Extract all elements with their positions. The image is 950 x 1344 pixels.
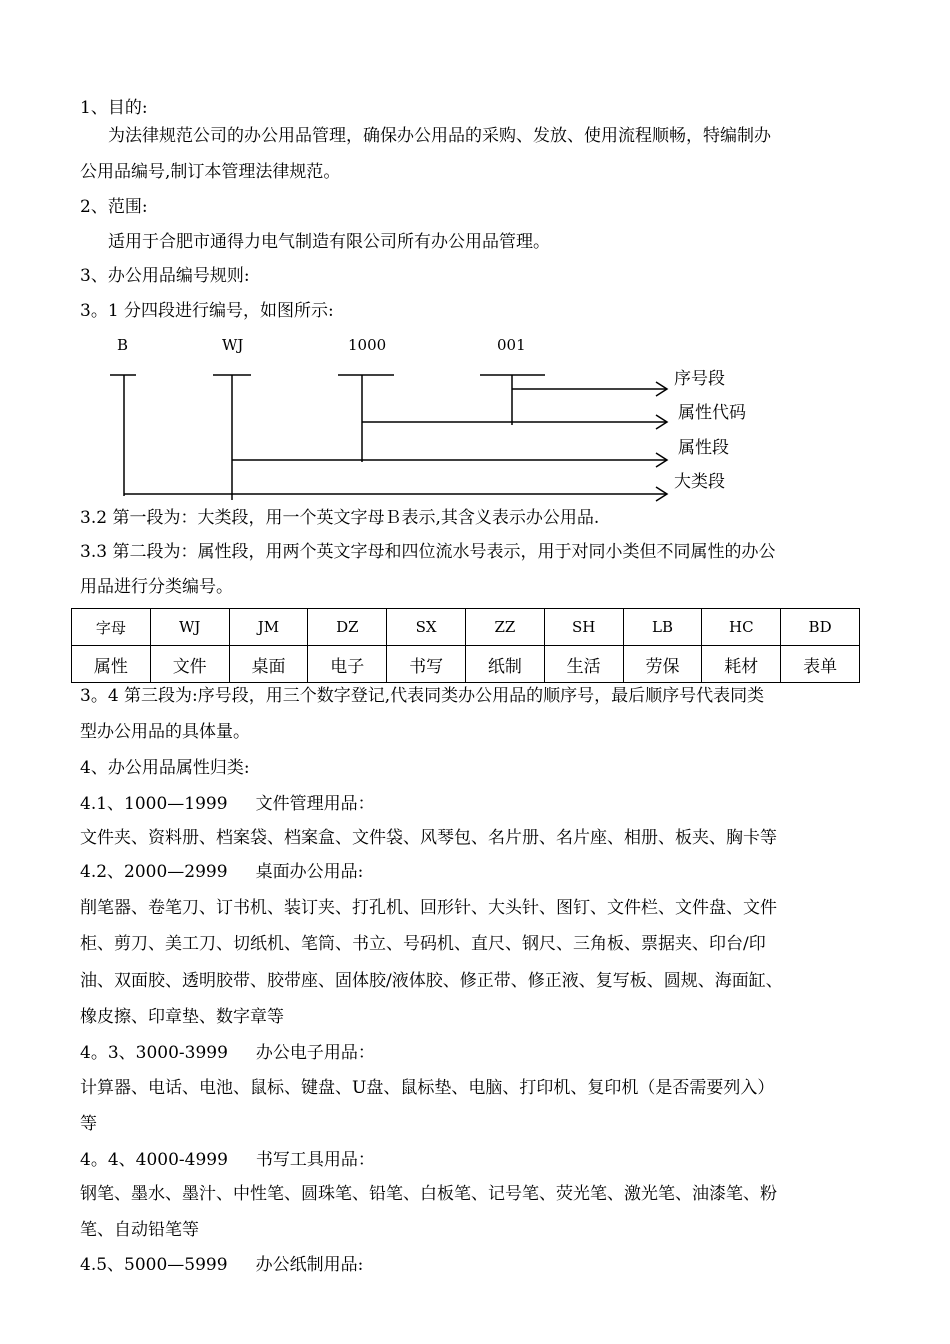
group-code: 4.5、5000—5999 [80, 1255, 228, 1275]
table-cell: 电子 [308, 646, 387, 683]
rule-3-4-line-1: 3。4 第三段为:序号段，用三个数字登记,代表同类办公用品的顺序号，最后顺序号代表同类 [80, 686, 765, 706]
label-serial-segment: 序号段 [674, 369, 725, 389]
section-2-title: 2、范围: [80, 197, 148, 217]
code-segment-001: 001 [497, 336, 526, 354]
code-segment-b: B [117, 336, 129, 354]
section-3-1: 3。1 分四段进行编号，如图所示: [80, 301, 334, 321]
group-4-4-heading [80, 1148, 375, 1172]
table-cell: 表单 [781, 646, 860, 683]
group-code: 4。4、4000-4999 [80, 1150, 228, 1170]
rule-3-3-line-1: 3.3 第二段为：属性段，用两个英文字母和四位流水号表示，用于对同小类但不同属性的办公 [80, 542, 776, 562]
table-cell: 劳保 [623, 646, 702, 683]
group-4-4-items-line-2: 笔、自动铅笔等 [80, 1220, 199, 1240]
table-cell: ZZ [465, 609, 544, 646]
table-cell: 属性 [72, 646, 151, 683]
group-4-1-items: 文件夹、资料册、档案袋、档案盒、文件袋、风琴包、名片册、名片座、相册、板夹、胸卡等 [80, 828, 777, 848]
group-4-3-heading [80, 1041, 375, 1065]
section-2-paragraph: 适用于合肥市通得力电气制造有限公司所有办公用品管理。 [108, 232, 550, 252]
group-code: 4.1、1000—1999 [80, 794, 228, 814]
group-4-4-items-line-1: 钢笔、墨水、墨汁、中性笔、圆珠笔、铅笔、白板笔、记号笔、荧光笔、激光笔、油漆笔、粉 [80, 1184, 777, 1204]
table-cell: DZ [308, 609, 387, 646]
table-cell: SH [544, 609, 623, 646]
rule-3-2: 3.2 第一段为：大类段，用一个英文字母Ｂ表示,其含义表示办公用品. [80, 508, 600, 528]
group-4-2-items-line-2: 柜、剪刀、美工刀、切纸机、笔筒、书立、号码机、直尺、钢尺、三角板、票据夹、印台/印 [80, 934, 766, 954]
group-4-3-items-line-1: 计算器、电话、电池、鼠标、键盘、U盘、鼠标垫、电脑、打印机、复印机（是否需要列入） [80, 1078, 775, 1098]
rule-3-4-line-2: 型办公用品的具体量。 [80, 722, 250, 742]
group-name: 办公电子用品： [255, 1043, 375, 1063]
attribute-table [71, 608, 860, 683]
table-cell: HC [702, 609, 781, 646]
group-name: 书写工具用品： [255, 1150, 375, 1170]
label-category-segment: 大类段 [674, 472, 725, 492]
rule-3-3-line-2: 用品进行分类编号。 [80, 577, 233, 597]
table-cell: 书写 [387, 646, 466, 683]
table-cell: SX [387, 609, 466, 646]
group-4-5-heading [80, 1253, 363, 1277]
label-attribute-segment: 属性段 [678, 438, 729, 458]
label-attribute-code: 属性代码 [678, 403, 746, 423]
table-cell: JM [229, 609, 308, 646]
group-name: 桌面办公用品: [255, 862, 364, 882]
table-cell: WJ [150, 609, 229, 646]
table-row-attributes [72, 646, 860, 683]
section-1-paragraph-line-1: 为法律规范公司的办公用品管理，确保办公用品的采购、发放、使用流程顺畅，特编制办 [108, 126, 771, 146]
section-1-paragraph-line-2: 公用品编号,制订本管理法律规范。 [80, 162, 341, 182]
table-row-letters [72, 609, 860, 646]
table-cell: 文件 [150, 646, 229, 683]
table-cell: 耗材 [702, 646, 781, 683]
group-4-3-items-line-2: 等 [80, 1114, 97, 1134]
table-cell: 生活 [544, 646, 623, 683]
group-code: 4。3、3000-3999 [80, 1043, 228, 1063]
section-1-title: 1、目的: [80, 98, 148, 118]
group-name: 办公纸制用品: [255, 1255, 364, 1275]
table-cell: 桌面 [229, 646, 308, 683]
group-4-2-items-line-1: 削笔器、卷笔刀、订书机、装订夹、打孔机、回形针、大头针、图钉、文件栏、文件盘、文件 [80, 898, 777, 918]
group-4-2-heading [80, 860, 363, 884]
group-code: 4.2、2000—2999 [80, 862, 228, 882]
table-cell: 字母 [72, 609, 151, 646]
numbering-diagram [0, 0, 950, 520]
group-4-2-items-line-4: 橡皮擦、印章垫、数字章等 [80, 1007, 284, 1027]
table-cell: LB [623, 609, 702, 646]
section-4-title: 4、办公用品属性归类: [80, 758, 250, 778]
table-cell: BD [781, 609, 860, 646]
group-name: 文件管理用品： [255, 794, 375, 814]
section-3-title: 3、办公用品编号规则: [80, 266, 250, 286]
code-segment-wj: WJ [222, 336, 244, 354]
table-cell: 纸制 [465, 646, 544, 683]
group-4-1-heading [80, 792, 375, 816]
group-4-2-items-line-3: 油、双面胶、透明胶带、胶带座、固体胶/液体胶、修正带、修正液、复写板、圆规、海面缸、 [80, 971, 783, 991]
code-segment-1000: 1000 [348, 336, 387, 354]
